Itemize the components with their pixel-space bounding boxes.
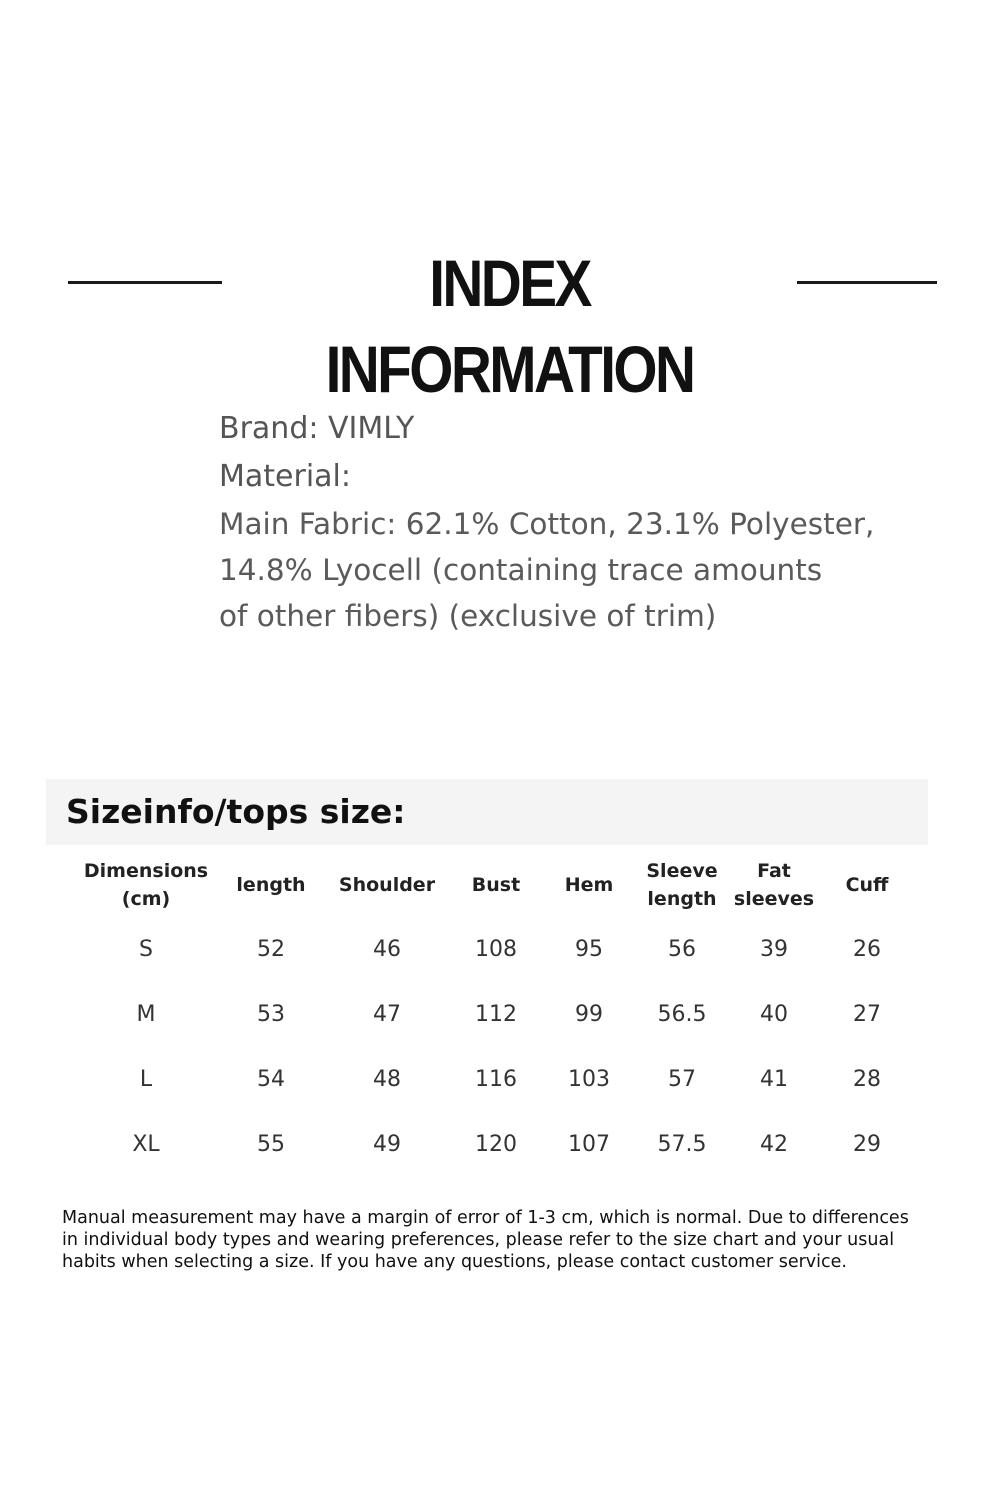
header-dimensions: Dimensions (cm) (83, 860, 209, 910)
brand-line: Brand: VIMLY (219, 411, 415, 446)
size-section-title: Sizeinfo/tops size: (66, 792, 406, 831)
table-row (72, 917, 912, 982)
size-table-header-row (72, 853, 912, 917)
table-cell: 116 (475, 1067, 517, 1092)
table-cell: 54 (257, 1067, 285, 1092)
table-cell: 46 (373, 937, 401, 962)
table-row (72, 982, 912, 1047)
header-cuff: Cuff (845, 874, 889, 896)
table-cell: 99 (575, 1002, 603, 1027)
table-cell: 40 (760, 1002, 788, 1027)
table-cell: 29 (853, 1132, 881, 1157)
table-cell: 28 (853, 1067, 881, 1092)
table-cell: 39 (760, 937, 788, 962)
size-label: XL (132, 1132, 160, 1157)
material-line: 14.8% Lyocell (containing trace amounts (219, 553, 823, 587)
measurement-note (62, 1207, 942, 1273)
size-label: L (139, 1067, 153, 1092)
material-label: Material: (219, 459, 351, 494)
table-cell: 56 (668, 937, 696, 962)
table-cell: 52 (257, 937, 285, 962)
table-cell: 55 (257, 1132, 285, 1157)
size-label: S (139, 937, 153, 962)
page-title: INDEX INFORMATION (325, 246, 694, 406)
table-cell: 53 (257, 1002, 285, 1027)
table-cell: 41 (760, 1067, 788, 1092)
table-cell: 112 (475, 1002, 517, 1027)
table-row (72, 1047, 912, 1112)
material-line: of other fibers) (exclusive of trim) (219, 599, 717, 633)
table-cell: 108 (475, 937, 517, 962)
table-cell: 103 (568, 1067, 610, 1092)
heading-rule-right (797, 281, 937, 284)
note-line: in individual body types and wearing preferences, please refer to the size chart and your usual (62, 1230, 895, 1250)
table-cell: 48 (373, 1067, 401, 1092)
material-line: Main Fabric: 62.1% Cotton, 23.1% Polyester, (219, 507, 875, 541)
header-fat-sleeves: Fat sleeves (733, 860, 815, 910)
header-hem: Hem (564, 874, 614, 896)
table-cell: 27 (853, 1002, 881, 1027)
table-cell: 26 (853, 937, 881, 962)
table-cell: 47 (373, 1002, 401, 1027)
header-length: length (236, 874, 306, 896)
note-line: Manual measurement may have a margin of error of 1-3 cm, which is normal. Due to differences (62, 1208, 909, 1228)
table-cell: 107 (568, 1132, 610, 1157)
heading-rule-left (68, 281, 222, 284)
note-line: habits when selecting a size. If you have any questions, please contact customer service. (62, 1252, 847, 1272)
table-cell: 120 (475, 1132, 517, 1157)
header-bust: Bust (471, 874, 521, 896)
table-cell: 95 (575, 937, 603, 962)
size-table (72, 853, 912, 1177)
table-cell: 57.5 (657, 1132, 707, 1157)
table-cell: 57 (668, 1067, 696, 1092)
size-section-header (46, 779, 928, 845)
header-shoulder: Shoulder (338, 874, 436, 896)
table-cell: 56.5 (657, 1002, 707, 1027)
size-label: M (136, 1002, 156, 1027)
table-cell: 42 (760, 1132, 788, 1157)
header-sleeve-length: Sleeve length (646, 860, 718, 910)
table-row (72, 1112, 912, 1177)
product-info (219, 405, 939, 639)
table-cell: 49 (373, 1132, 401, 1157)
